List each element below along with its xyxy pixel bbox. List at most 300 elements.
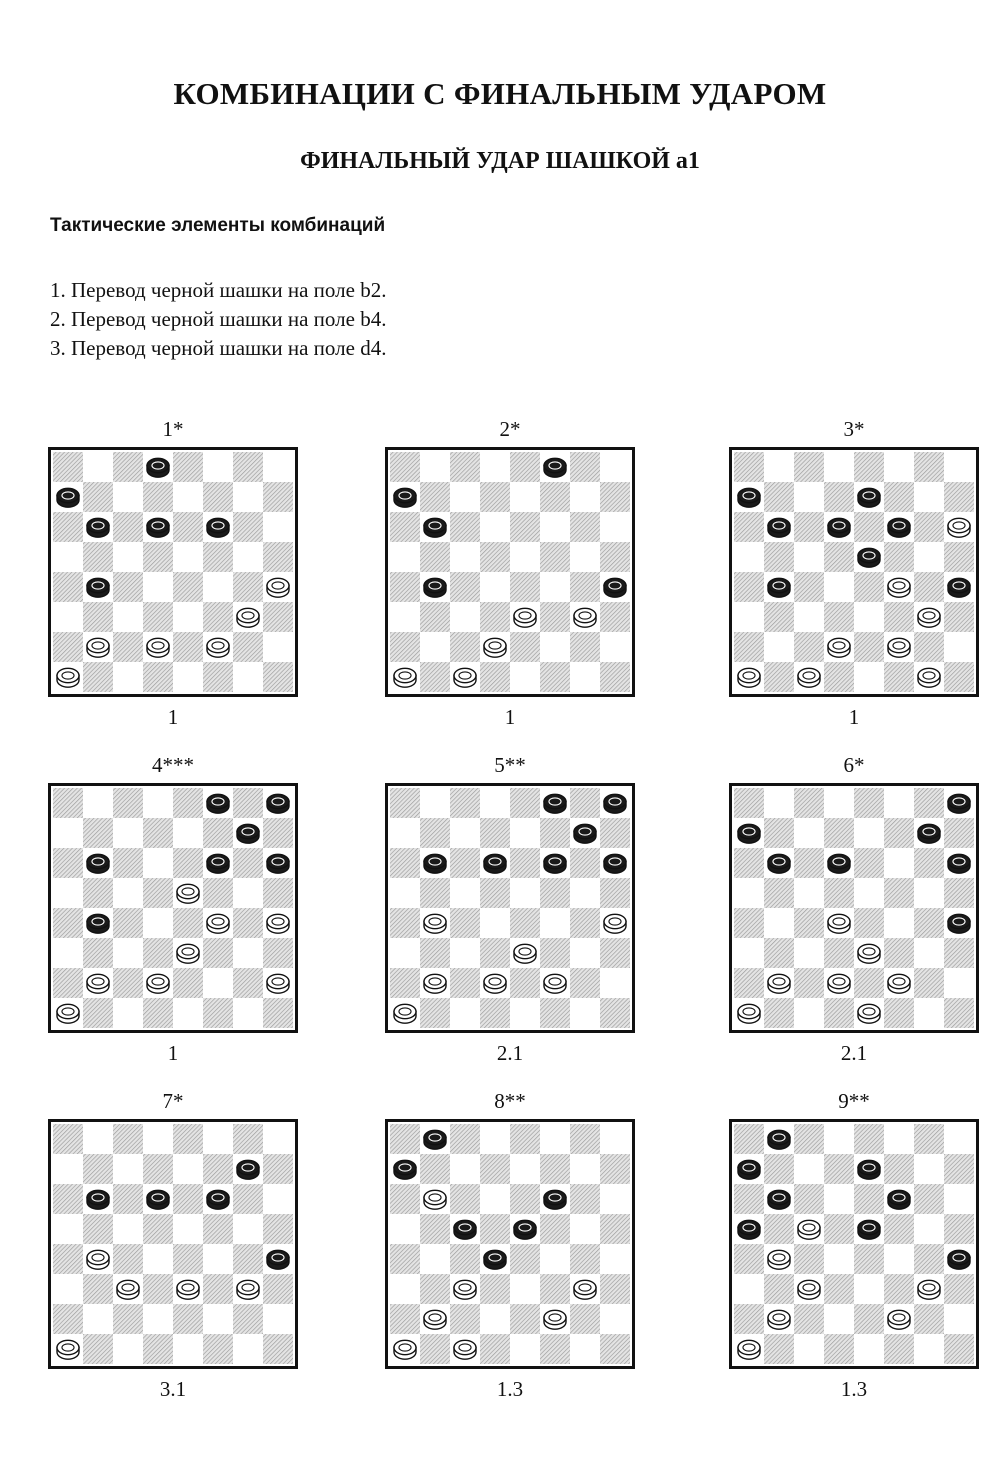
board-square — [420, 1214, 450, 1244]
board-square — [53, 632, 83, 662]
board-square — [53, 452, 83, 482]
board-square — [233, 1184, 263, 1214]
board-square — [734, 1124, 764, 1154]
black-checker — [858, 548, 880, 567]
board-square — [944, 818, 974, 848]
board-square — [173, 968, 203, 998]
board-square — [794, 1124, 824, 1154]
board-square — [570, 968, 600, 998]
black-checker — [267, 854, 289, 873]
black-checker — [267, 1250, 289, 1269]
board-square — [53, 1184, 83, 1214]
board-square — [540, 602, 570, 632]
white-checker — [87, 974, 109, 993]
board-square — [143, 662, 173, 692]
board-square — [480, 542, 510, 572]
board-square — [450, 908, 480, 938]
board-square — [884, 482, 914, 512]
board-square — [794, 512, 824, 542]
board-square — [480, 878, 510, 908]
black-checker — [394, 488, 416, 507]
board-square — [173, 908, 203, 938]
board-square — [450, 788, 480, 818]
white-checker — [738, 1004, 760, 1023]
board-square — [390, 1124, 420, 1154]
board-square — [944, 602, 974, 632]
black-checker — [918, 824, 940, 843]
diagram-caption: 2.1 — [840, 1041, 868, 1065]
board-square — [53, 788, 83, 818]
white-checker — [604, 914, 626, 933]
white-checker — [394, 1340, 416, 1359]
board-square — [510, 512, 540, 542]
board-square — [884, 1214, 914, 1244]
black-checker — [424, 854, 446, 873]
board-square — [914, 908, 944, 938]
diagram-number: 9** — [838, 1089, 870, 1113]
black-checker — [87, 1190, 109, 1209]
board-square — [480, 998, 510, 1028]
white-checker — [738, 1340, 760, 1359]
white-checker — [177, 884, 199, 903]
board-square — [600, 1274, 630, 1304]
black-checker — [424, 518, 446, 537]
board-square — [113, 512, 143, 542]
black-checker — [544, 458, 566, 477]
board-square — [233, 632, 263, 662]
board-square — [884, 998, 914, 1028]
board-square — [600, 1154, 630, 1184]
checkers-board — [48, 783, 298, 1033]
board-square — [143, 938, 173, 968]
black-checker — [424, 578, 446, 597]
board-square — [944, 938, 974, 968]
board-square — [263, 542, 293, 572]
white-checker — [768, 974, 790, 993]
board-square — [173, 1244, 203, 1274]
white-checker — [177, 944, 199, 963]
board-square — [764, 662, 794, 692]
white-checker — [514, 944, 536, 963]
board-square — [203, 998, 233, 1028]
board-square — [450, 572, 480, 602]
board-square — [734, 968, 764, 998]
board-square — [173, 848, 203, 878]
board-square — [794, 632, 824, 662]
board-square — [203, 1334, 233, 1364]
board-square — [450, 1124, 480, 1154]
black-checker — [147, 1190, 169, 1209]
board-square — [794, 1244, 824, 1274]
board-square — [203, 602, 233, 632]
white-checker — [424, 1190, 446, 1209]
diagram-caption: 1 — [504, 705, 516, 729]
board-square — [480, 938, 510, 968]
board-square — [53, 512, 83, 542]
board-square — [113, 452, 143, 482]
board-square — [510, 572, 540, 602]
board-square — [600, 602, 630, 632]
board-square — [420, 938, 450, 968]
board-square — [83, 602, 113, 632]
board-square — [420, 1334, 450, 1364]
board-square — [570, 452, 600, 482]
diagram-number: 6* — [843, 753, 865, 777]
black-checker — [87, 914, 109, 933]
board-square — [854, 1184, 884, 1214]
board-square — [113, 1184, 143, 1214]
board-square — [420, 662, 450, 692]
board-square — [113, 848, 143, 878]
black-checker — [948, 854, 970, 873]
board-square — [173, 572, 203, 602]
board-square — [390, 1304, 420, 1334]
board-square — [83, 818, 113, 848]
board-square — [734, 908, 764, 938]
board-square — [390, 968, 420, 998]
board-square — [570, 1124, 600, 1154]
board-square — [233, 1304, 263, 1334]
white-checker — [768, 1250, 790, 1269]
board-square — [540, 1154, 570, 1184]
board-square — [390, 908, 420, 938]
black-checker — [768, 854, 790, 873]
board-square — [794, 908, 824, 938]
black-checker — [858, 488, 880, 507]
black-checker — [604, 794, 626, 813]
board-square — [203, 542, 233, 572]
board-square — [854, 512, 884, 542]
board-square — [173, 788, 203, 818]
white-checker — [117, 1280, 139, 1299]
checkers-board — [729, 783, 979, 1033]
board-square — [173, 1124, 203, 1154]
board-square — [450, 1184, 480, 1214]
board-square — [143, 482, 173, 512]
board-square — [480, 482, 510, 512]
board-square — [450, 1304, 480, 1334]
white-checker — [858, 1004, 880, 1023]
board-square — [734, 1304, 764, 1334]
black-checker — [544, 1190, 566, 1209]
black-checker — [484, 1250, 506, 1269]
board-square — [83, 542, 113, 572]
board-square — [914, 1244, 944, 1274]
black-checker — [604, 578, 626, 597]
board-square — [824, 1154, 854, 1184]
board-square — [570, 512, 600, 542]
black-checker — [207, 518, 229, 537]
black-checker — [858, 1160, 880, 1179]
white-checker — [544, 1310, 566, 1329]
board-square — [233, 788, 263, 818]
checkers-board — [385, 447, 635, 697]
checkers-board — [385, 1119, 635, 1369]
checkers-board — [729, 447, 979, 697]
board-square — [734, 632, 764, 662]
black-checker — [828, 854, 850, 873]
board-square — [944, 998, 974, 1028]
board-square — [83, 878, 113, 908]
board-square — [450, 452, 480, 482]
board-square — [570, 1304, 600, 1334]
white-checker — [798, 1220, 820, 1239]
board-square — [540, 818, 570, 848]
white-checker — [424, 914, 446, 933]
board-square — [600, 998, 630, 1028]
board-square — [53, 908, 83, 938]
board-square — [420, 818, 450, 848]
board-square — [420, 542, 450, 572]
board-square — [884, 602, 914, 632]
board-square — [450, 512, 480, 542]
board-square — [233, 572, 263, 602]
board-square — [600, 818, 630, 848]
black-checker — [768, 1190, 790, 1209]
board-square — [203, 482, 233, 512]
board-square — [944, 1334, 974, 1364]
board-square — [540, 1334, 570, 1364]
board-square — [570, 848, 600, 878]
checkers-board — [385, 783, 635, 1033]
black-checker — [768, 518, 790, 537]
board-square — [734, 572, 764, 602]
white-checker — [237, 608, 259, 627]
board-square — [540, 938, 570, 968]
board-square — [173, 632, 203, 662]
board-square — [450, 848, 480, 878]
white-checker — [948, 518, 970, 537]
board-square — [854, 632, 884, 662]
board-square — [450, 968, 480, 998]
board-square — [944, 1214, 974, 1244]
black-checker — [57, 488, 79, 507]
board-square — [764, 1154, 794, 1184]
board-square — [884, 1334, 914, 1364]
board-square — [824, 482, 854, 512]
white-checker — [738, 668, 760, 687]
checkers-board — [48, 1119, 298, 1369]
white-checker — [828, 974, 850, 993]
black-checker — [544, 854, 566, 873]
white-checker — [267, 578, 289, 597]
board-square — [600, 1214, 630, 1244]
white-checker — [267, 914, 289, 933]
board-square — [143, 998, 173, 1028]
board-square — [764, 542, 794, 572]
board-square — [794, 848, 824, 878]
board-square — [143, 878, 173, 908]
board-square — [914, 512, 944, 542]
board-square — [390, 848, 420, 878]
board-square — [884, 1154, 914, 1184]
board-square — [510, 788, 540, 818]
board-square — [263, 998, 293, 1028]
board-square — [854, 572, 884, 602]
board-square — [263, 818, 293, 848]
board-square — [113, 572, 143, 602]
board-square — [83, 1154, 113, 1184]
board-square — [113, 788, 143, 818]
diagram-number: 4*** — [152, 753, 194, 777]
diagram-caption: 1 — [167, 1041, 179, 1065]
board-square — [794, 788, 824, 818]
board-square — [764, 878, 794, 908]
board-square — [734, 452, 764, 482]
board-square — [263, 1334, 293, 1364]
board-square — [143, 1214, 173, 1244]
board-square — [764, 1214, 794, 1244]
black-checker — [858, 1220, 880, 1239]
tactic-item-1: 1. Перевод черной шашки на поле b2. — [50, 278, 387, 302]
black-checker — [738, 488, 760, 507]
board-square — [944, 878, 974, 908]
board-square — [764, 938, 794, 968]
board-square — [263, 1154, 293, 1184]
black-checker — [888, 518, 910, 537]
board-square — [914, 1304, 944, 1334]
page-subtitle: ФИНАЛЬНЫЙ УДАР ШАШКОЙ a1 — [300, 148, 700, 174]
board-square — [53, 968, 83, 998]
board-square — [764, 1334, 794, 1364]
board-square — [173, 1304, 203, 1334]
black-checker — [484, 854, 506, 873]
board-square — [764, 482, 794, 512]
board-square — [53, 572, 83, 602]
board-square — [83, 662, 113, 692]
board-square — [420, 878, 450, 908]
board-square — [510, 632, 540, 662]
board-square — [510, 968, 540, 998]
black-checker — [394, 1160, 416, 1179]
board-square — [854, 848, 884, 878]
board-square — [420, 482, 450, 512]
white-checker — [147, 638, 169, 657]
board-square — [824, 662, 854, 692]
board-square — [510, 1124, 540, 1154]
black-checker — [768, 1130, 790, 1149]
board-square — [390, 788, 420, 818]
board-square — [854, 908, 884, 938]
white-checker — [484, 638, 506, 657]
board-square — [824, 1334, 854, 1364]
page-title: КОМБИНАЦИИ С ФИНАЛЬНЫМ УДАРОМ — [173, 76, 827, 111]
board-square — [233, 1124, 263, 1154]
board-square — [420, 602, 450, 632]
board-square — [233, 452, 263, 482]
board-square — [600, 662, 630, 692]
board-square — [263, 602, 293, 632]
white-checker — [87, 1250, 109, 1269]
board-square — [914, 1124, 944, 1154]
board-square — [420, 1274, 450, 1304]
board-square — [944, 662, 974, 692]
white-checker — [484, 974, 506, 993]
board-square — [914, 452, 944, 482]
board-square — [854, 1244, 884, 1274]
white-checker — [394, 668, 416, 687]
board-square — [794, 452, 824, 482]
white-checker — [888, 638, 910, 657]
black-checker — [207, 794, 229, 813]
diagram-number: 5** — [494, 753, 526, 777]
board-square — [203, 1154, 233, 1184]
black-checker — [574, 824, 596, 843]
board-square — [510, 1184, 540, 1214]
board-square — [914, 968, 944, 998]
board-square — [83, 1214, 113, 1244]
board-square — [600, 482, 630, 512]
white-checker — [237, 1280, 259, 1299]
white-checker — [888, 974, 910, 993]
board-square — [824, 938, 854, 968]
board-square — [854, 452, 884, 482]
white-checker — [207, 638, 229, 657]
white-checker — [798, 668, 820, 687]
board-square — [510, 1304, 540, 1334]
white-checker — [888, 578, 910, 597]
checkers-board — [48, 447, 298, 697]
board-square — [600, 878, 630, 908]
white-checker — [858, 944, 880, 963]
board-square — [53, 848, 83, 878]
board-square — [53, 1124, 83, 1154]
black-checker — [948, 578, 970, 597]
board-square — [944, 1154, 974, 1184]
board-square — [764, 998, 794, 1028]
black-checker — [544, 794, 566, 813]
board-square — [794, 1184, 824, 1214]
board-square — [854, 788, 884, 818]
black-checker — [768, 578, 790, 597]
black-checker — [237, 824, 259, 843]
board-square — [944, 1274, 974, 1304]
board-square — [884, 818, 914, 848]
board-square — [450, 1244, 480, 1274]
white-checker — [918, 1280, 940, 1299]
board-square — [854, 1304, 884, 1334]
board-square — [570, 908, 600, 938]
checkers-board — [729, 1119, 979, 1369]
board-square — [510, 1244, 540, 1274]
board-square — [83, 1334, 113, 1364]
white-checker — [798, 1280, 820, 1299]
white-checker — [454, 668, 476, 687]
board-square — [914, 632, 944, 662]
board-square — [510, 908, 540, 938]
board-square — [143, 818, 173, 848]
board-square — [540, 1274, 570, 1304]
white-checker — [888, 1310, 910, 1329]
white-checker — [918, 668, 940, 687]
tactic-list — [50, 276, 386, 363]
diagram-number: 1* — [162, 417, 184, 441]
board-square — [390, 452, 420, 482]
black-checker — [828, 518, 850, 537]
board-square — [914, 788, 944, 818]
board-square — [540, 998, 570, 1028]
board-square — [914, 1184, 944, 1214]
black-checker — [514, 1220, 536, 1239]
white-checker — [57, 1340, 79, 1359]
board-square — [734, 1244, 764, 1274]
diagram-number: 7* — [162, 1089, 184, 1113]
black-checker — [738, 824, 760, 843]
white-checker — [454, 1280, 476, 1299]
board-square — [143, 1274, 173, 1304]
board-square — [263, 482, 293, 512]
board-square — [884, 542, 914, 572]
